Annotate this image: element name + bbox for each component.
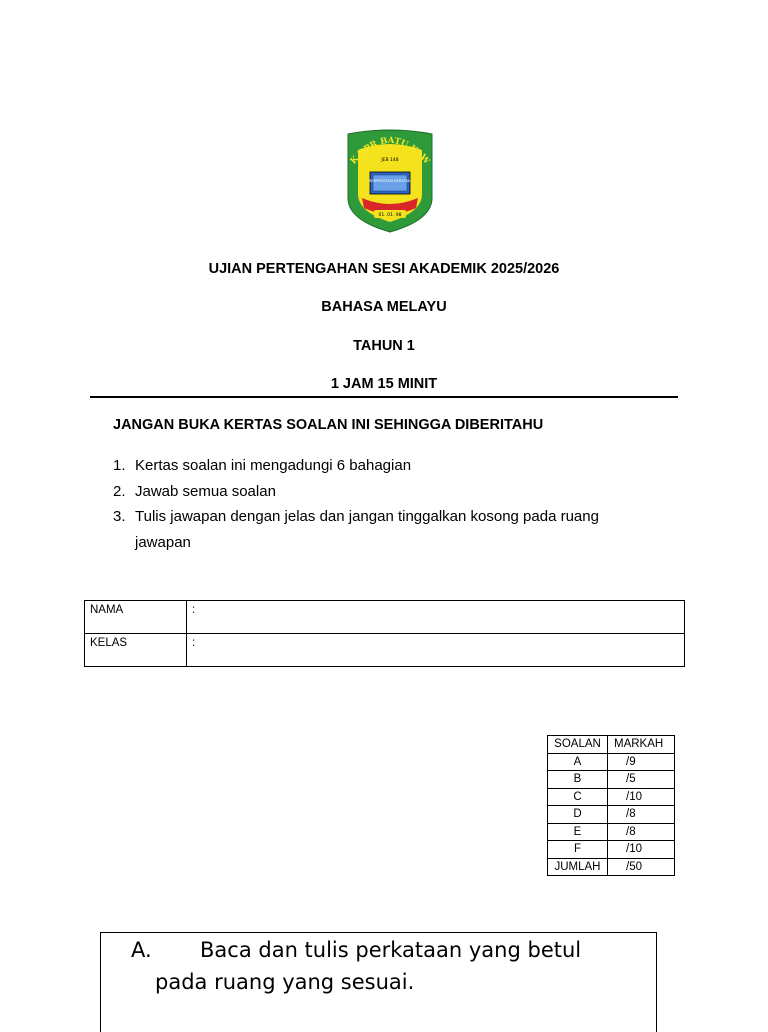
section-a-instruction-line1: Baca dan tulis perkataan yang betul <box>200 938 582 962</box>
instruction-item <box>113 453 653 479</box>
class-label: KELAS <box>85 634 187 667</box>
marks-question-cell: A <box>548 753 608 771</box>
marks-question-cell: F <box>548 841 608 859</box>
section-a-instruction-line2: pada ruang yang sesuai. <box>155 970 415 994</box>
marks-score-cell: /8 <box>608 806 675 824</box>
instruction-item <box>113 504 653 555</box>
section-a-box <box>100 932 657 1032</box>
instruction-item <box>113 479 653 505</box>
marks-score-cell: /10 <box>608 788 675 806</box>
subject-title: BAHASA MELAYU <box>321 299 447 315</box>
year-title: TAHUN 1 <box>353 338 415 354</box>
table-row <box>548 771 675 789</box>
marks-header-question: SOALAN <box>548 736 608 754</box>
table-row <box>548 806 675 824</box>
marks-total-label: JUMLAH <box>548 858 608 876</box>
instruction-number: 3. <box>113 508 126 525</box>
class-row <box>85 634 685 667</box>
marks-score-cell: /8 <box>608 823 675 841</box>
name-row <box>85 601 685 634</box>
table-row <box>548 858 675 876</box>
marks-score-cell: /10 <box>608 841 675 859</box>
logo-arc-text: K RPR BATU KAW <box>348 135 431 167</box>
instruction-number: 2. <box>113 482 126 500</box>
table-row <box>548 788 675 806</box>
marks-question-cell: B <box>548 771 608 789</box>
instruction-text: Jawab semua soalan <box>135 482 276 500</box>
marks-question-cell: E <box>548 823 608 841</box>
marks-header-row <box>548 736 675 754</box>
header-divider <box>90 396 678 398</box>
table-row <box>548 753 675 771</box>
instruction-text: Kertas soalan ini mengadungi 6 bahagian <box>135 457 412 474</box>
student-info-table <box>84 600 685 667</box>
logo-banner: BERPRESTASI BERSTAIL <box>368 179 412 183</box>
instruction-number: 1. <box>113 457 126 474</box>
table-row <box>548 841 675 859</box>
marks-total-score: /50 <box>608 858 675 876</box>
name-label: NAMA <box>85 601 187 634</box>
instructions-heading: JANGAN BUKA KERTAS SOALAN INI SEHINGGA DIBERITAHU <box>113 417 544 433</box>
marks-score-cell: /5 <box>608 771 675 789</box>
section-a-letter: A. <box>131 938 152 962</box>
marks-question-cell: D <box>548 806 608 824</box>
marks-table <box>547 735 675 876</box>
table-row <box>548 823 675 841</box>
class-field[interactable]: : <box>187 634 685 667</box>
school-logo <box>344 128 436 234</box>
logo-date: 01. 01. 98 <box>378 213 402 218</box>
duration-title: 1 JAM 15 MINIT <box>330 376 438 392</box>
instructions-list <box>113 453 653 555</box>
name-field[interactable]: : <box>187 601 685 634</box>
marks-question-cell: C <box>548 788 608 806</box>
marks-header-score: MARKAH <box>608 736 675 754</box>
marks-score-cell: /9 <box>608 753 675 771</box>
logo-code: JEB 148 <box>381 158 399 163</box>
exam-title: UJIAN PERTENGAHAN SESI AKADEMIK 2025/2026 <box>208 261 560 277</box>
instruction-text: Tulis jawapan dengan jelas dan jangan tinggalkan kosong pada ruang jawapan <box>135 508 599 551</box>
